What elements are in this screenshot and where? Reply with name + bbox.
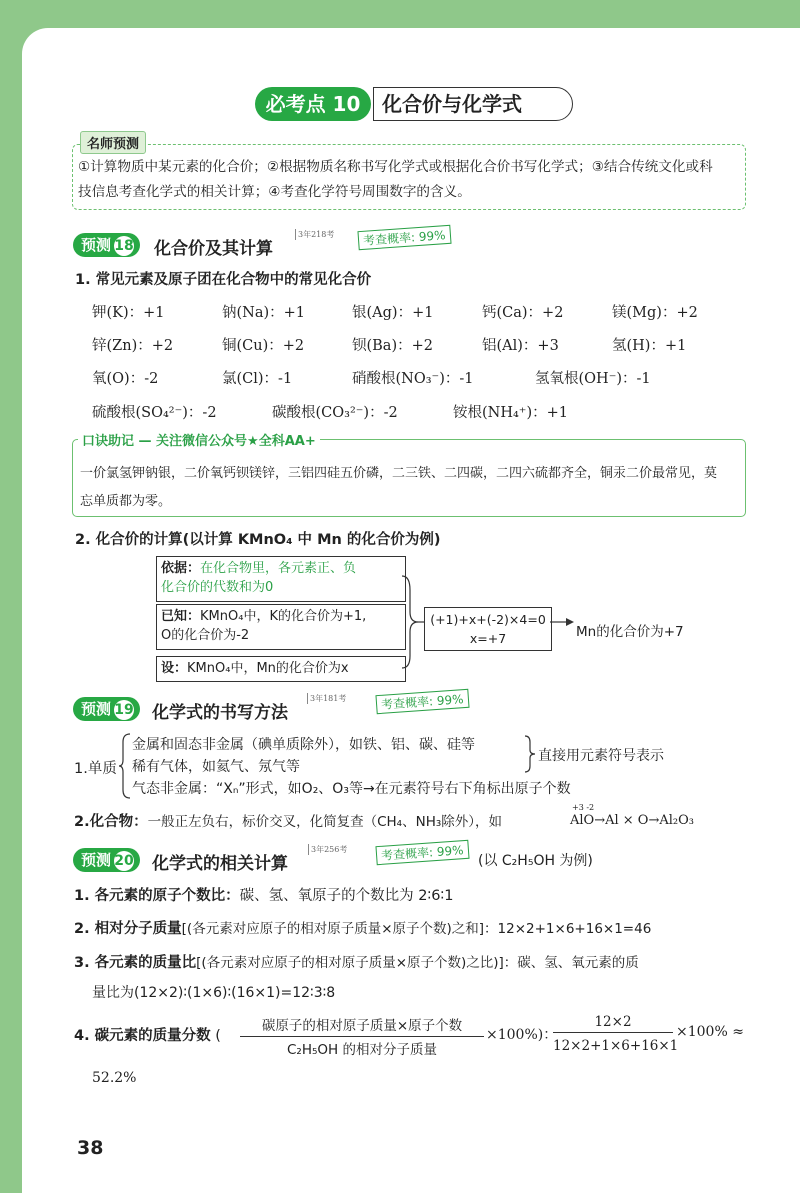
title-text: 化合价与化学式	[373, 87, 573, 121]
calc-3-text: [(各元素对应原子的相对原子质量×原子个数)之比)]：碳、氢、氧元素的质	[196, 955, 639, 971]
elemental-brace	[118, 732, 132, 800]
item2-title: 2. 化合价的计算(以计算 KMnO₄ 中 Mn 的化合价为例)	[75, 532, 441, 548]
elemental-line-1: 金属和固态非金属（碘单质除外），如铁、铝、碳、硅等	[132, 737, 475, 753]
calc-4-result: 52.2%	[92, 1070, 137, 1086]
sec18-probability: 考查概率: 99%	[357, 225, 451, 250]
valence-oh: 氢氧根(OH⁻)：-1	[535, 371, 651, 387]
valence-ca: 钙(Ca)：+2	[482, 305, 564, 321]
calc-1	[74, 884, 454, 905]
valence-h: 氢(H)：+1	[612, 338, 687, 354]
memory-line-2: 忘单质都为零。	[80, 494, 172, 509]
sec20-pill	[73, 848, 140, 872]
known-label: 已知：	[161, 609, 201, 624]
valence-so4: 硫酸根(SO₄²⁻)：-2	[92, 405, 217, 421]
sec20-count: 3年256考	[308, 844, 347, 855]
calc-4-label: 4. 碳元素的质量分数 (	[74, 1028, 221, 1044]
sec18-number: 18	[114, 238, 134, 254]
valence-cu: 铜(Cu)：+2	[222, 338, 305, 354]
compound-text: 一般正左负右，标价交叉，化简复查（CH₄、NH₃除外），如	[147, 814, 503, 830]
calc-3	[74, 951, 639, 972]
prediction-tag: 名师预测	[80, 131, 146, 154]
prediction-line-1: ①计算物质中某元素的化合价；②根据物质名称书写化学式或根据化合价书写化学式；③结合传统文化或科	[78, 159, 713, 175]
valence-o: 氧(O)：-2	[92, 371, 159, 387]
sec18-title: 化合价及其计算	[154, 239, 273, 259]
valence-ag: 银(Ag)：+1	[352, 305, 434, 321]
sec20-note: (以 C₂H₅OH 为例)	[478, 853, 593, 869]
memory-tag: 口诀助记 — 关注微信公众号★全科AA+	[78, 430, 320, 449]
sec20-title: 化学式的相关计算	[152, 854, 288, 874]
calc-1-text: 碳、氢、氧原子的个数比为 2∶6∶1	[239, 888, 454, 904]
fraction-2-numerator: 12×2	[553, 1014, 673, 1033]
equation-2: x=+7	[469, 631, 507, 646]
calc-1-label: 1. 各元素的原子个数比：	[74, 888, 240, 904]
compound-label: 2.化合物：	[74, 814, 148, 830]
let-label: 设：	[161, 661, 188, 676]
compound-superscript: +3 -2	[572, 803, 595, 812]
basis-text-1: 在化合物里，各元素正、负	[200, 561, 357, 576]
sec19-number: 19	[114, 702, 134, 718]
valence-al: 铝(Al)：+3	[482, 338, 559, 354]
let-box	[156, 656, 406, 682]
elemental-right-brace	[524, 734, 536, 774]
calc-3-line-2: 量比为(12×2)∶(1×6)∶(16×1)=12∶3∶8	[92, 985, 336, 1001]
memory-text	[80, 460, 744, 516]
sec20-pill-label: 预测	[81, 851, 112, 869]
elemental-right: 直接用元素符号表示	[538, 748, 664, 764]
sec19-pill	[73, 697, 140, 721]
valence-mg: 镁(Mg)：+2	[612, 305, 698, 321]
sec19-probability: 考查概率: 99%	[375, 689, 469, 714]
known-text-1: KMnO₄中，K的化合价为+1,	[200, 609, 367, 624]
valence-nh4: 铵根(NH₄⁺)：+1	[453, 405, 568, 421]
valence-na: 钠(Na)：+1	[222, 305, 306, 321]
memory-line-1: 一价氯氢钾钠银，二价氧钙钡镁锌，三铝四硅五价磷，二三铁、二四碳，二四六硫都齐全，铜汞二价最常见，莫	[80, 466, 718, 481]
sec18-pill-label: 预测	[81, 236, 112, 254]
calc-4-mult: ×100%)：	[486, 1027, 558, 1043]
flow-result: Mn的化合价为+7	[576, 624, 684, 640]
valence-cl: 氯(Cl)：-1	[222, 371, 293, 387]
valence-zn: 锌(Zn)：+2	[92, 338, 174, 354]
title-pill: 必考点 10	[255, 87, 371, 121]
calc-2-text: [(各元素对应原子的相对原子质量×原子个数)之和]：12×2+1×6+16×1=46	[181, 921, 652, 937]
fraction-1-numerator: 碳原子的相对原子质量×原子个数	[240, 1014, 484, 1037]
sec20-probability: 考查概率: 99%	[375, 840, 469, 865]
elemental-line-3: 气态非金属：“Xₙ”形式，如O₂、O₃等→在元素符号右下角标出原子个数	[132, 781, 571, 797]
valence-no3: 硝酸根(NO₃⁻)：-1	[352, 371, 474, 387]
valence-co3: 碳酸根(CO₃²⁻)：-2	[272, 405, 398, 421]
equation-box	[424, 607, 552, 651]
compound-row	[74, 810, 502, 831]
sec18-count: 3年218考	[295, 229, 334, 240]
valence-ba: 钡(Ba)：+2	[352, 338, 433, 354]
elemental-label: 1.单质	[74, 761, 117, 777]
item1-title: 1. 常见元素及原子团在化合物中的常见化合价	[75, 272, 372, 288]
calc-3-label: 3. 各元素的质量比	[74, 955, 197, 971]
fraction-2-denominator: 12×2+1×6+16×1	[553, 1038, 679, 1054]
basis-text-2: 化合价的代数和为0	[161, 580, 274, 595]
let-text: KMnO₄中，Mn的化合价为x	[187, 661, 349, 676]
prediction-line-2: 技信息考查化学式的相关计算；④考查化学符号周围数字的含义。	[78, 184, 471, 200]
calc-4-label-text: 4. 碳元素的质量分数	[74, 1028, 211, 1044]
page-number: 38	[77, 1137, 104, 1159]
sec19-pill-label: 预测	[81, 700, 112, 718]
compound-formula: AlO→Al ⨯ O→Al₂O₃	[570, 813, 694, 828]
elemental-line-2: 稀有气体，如氦气、氖气等	[132, 759, 300, 775]
basis-label: 依据：	[161, 561, 201, 576]
prediction-text	[78, 155, 746, 205]
valence-k: 钾(K)：+1	[92, 305, 165, 321]
sec20-number: 20	[114, 853, 134, 869]
known-text-2: O的化合价为-2	[161, 628, 250, 643]
equation-1: (+1)+x+(-2)×4=0	[430, 612, 546, 627]
sec19-title: 化学式的书写方法	[152, 703, 288, 723]
calc-2	[74, 917, 651, 938]
known-box	[156, 604, 406, 650]
basis-box	[156, 556, 406, 602]
sec18-pill	[73, 233, 140, 257]
calc-2-label: 2. 相对分子质量	[74, 921, 182, 937]
sec19-count: 3年181考	[307, 693, 346, 704]
fraction-1-denominator: C₂H₅OH 的相对分子质量	[287, 1042, 437, 1058]
calc-4-tail: ×100% ≈	[676, 1024, 744, 1040]
